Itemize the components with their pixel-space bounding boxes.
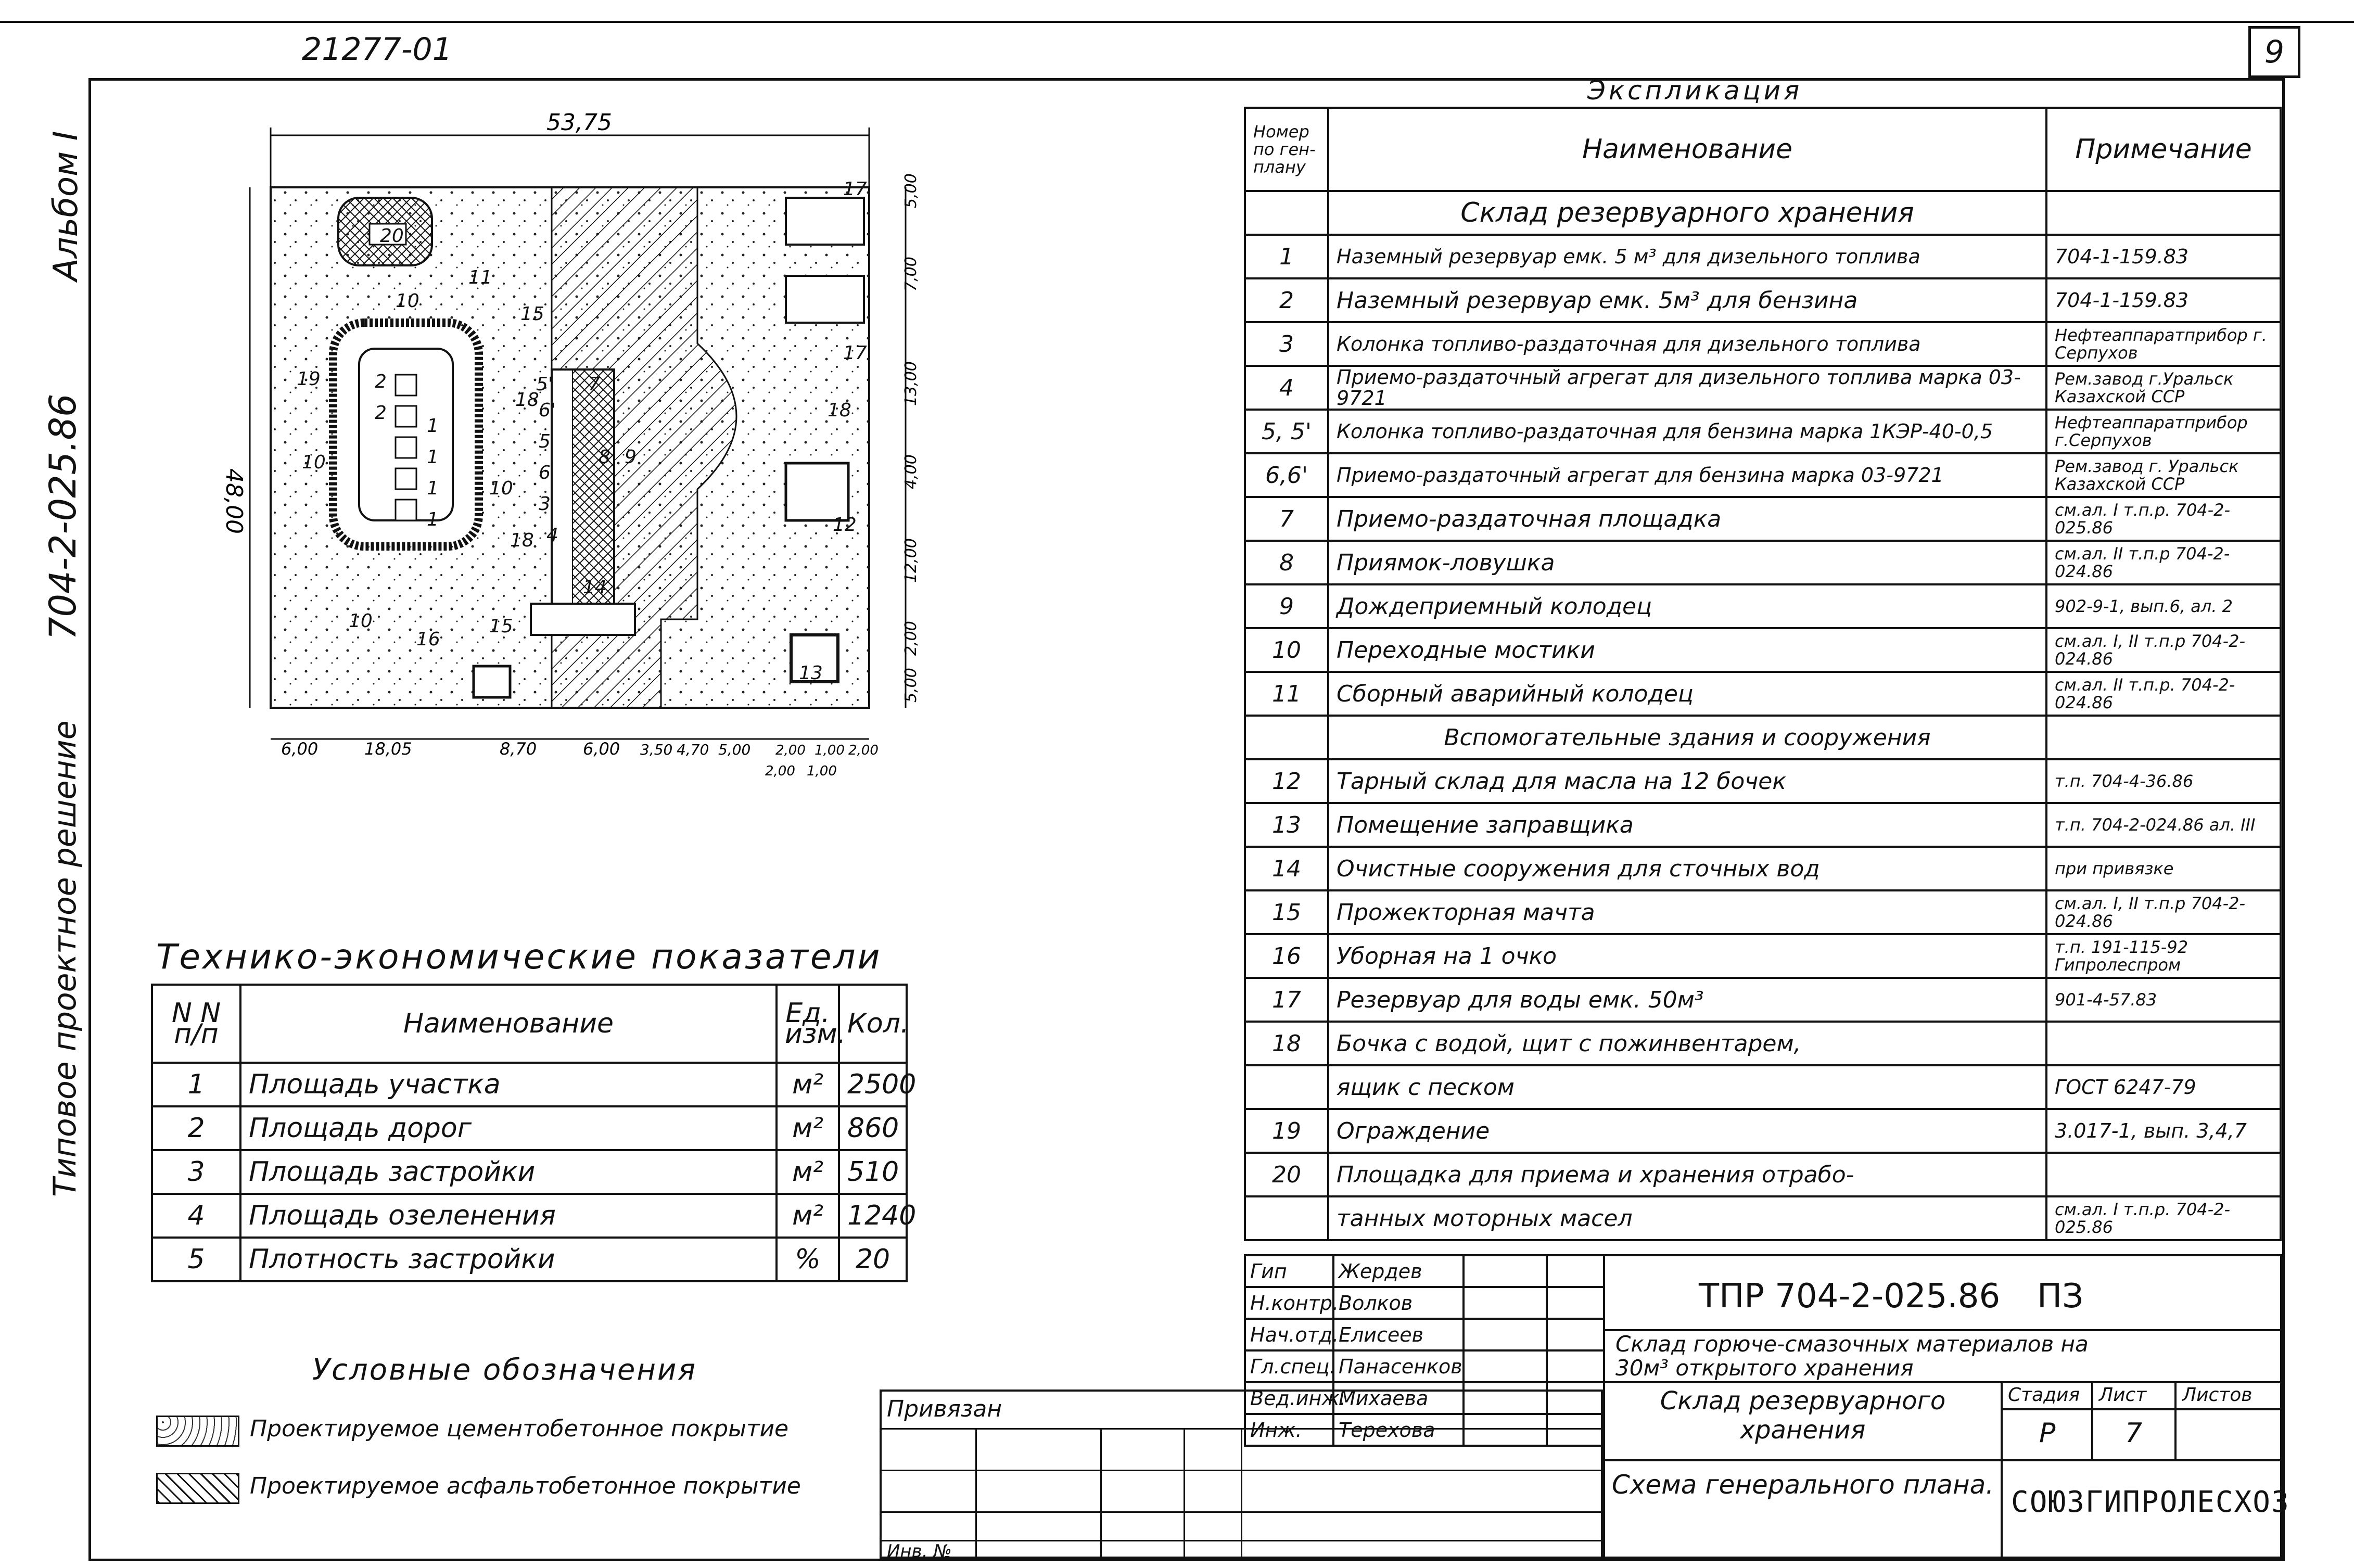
exp-row: 7 Приемо-раздаточная площадка см.ал. I т.п.р. 704-2-025.86 [1245,497,2281,541]
explication-table [1244,107,2282,1241]
label-6: 6 [539,462,551,483]
exp-row: танных моторных масел см.ал. I т.п.р. 704-2-025.86 [1245,1196,2281,1240]
label-18c: 18 [828,400,851,421]
legend-swatch-concrete [156,1416,239,1447]
tech-header-unit: Ед. изм. [777,985,839,1063]
stage-cells [2003,1381,2280,1459]
exp-section-row: Вспомогательные здания и сооружения [1245,716,2281,759]
dim-bottom-3: 8,70 [500,739,537,759]
bound-label: Привязан [887,1396,1002,1422]
exp-row: 20 Площадка для приема и хранения отрабо- [1245,1153,2281,1196]
dim-right-2: 7,00 [902,257,920,291]
stamp-code-row [1605,1256,2280,1331]
signature [1464,1350,1547,1382]
dim-bottom2-2: 1,00 [807,763,837,779]
dim-bottom-9: 1,00 [815,743,845,758]
label-20: 20 [380,225,404,247]
signer-row: Гл.спец. Панасенков [1245,1350,1604,1382]
sheet-number: 9 [2264,34,2285,70]
label-5p: 5' [536,374,553,395]
dim-top: 53,75 [546,109,612,136]
label-16: 16 [416,629,440,650]
tech-title: Технико-экономические показатели [156,937,882,977]
toilet-16 [474,666,510,697]
exp-row: 12 Тарный склад для масла на 12 бочек т.п. 704-4-36.86 [1245,759,2281,803]
label-4: 4 [546,525,558,546]
tech-row: 4 Площадь озеленения м² 1240 [152,1194,907,1238]
label-1d: 1 [427,509,439,530]
album-label: Альбом I [47,131,85,281]
label-10b: 10 [302,452,326,473]
label-1a: 1 [427,415,439,437]
oil-store-12 [786,463,848,520]
signer-row: Н.контр. Волков [1245,1287,1604,1319]
dim-right-3: 13,00 [902,361,920,406]
dim-left: 48,00 [221,468,247,534]
dim-right-7: 5,00 [902,668,920,703]
label-18b: 18 [510,530,534,551]
sheet-value: 7 [2125,1418,2143,1449]
stamp-subtitle: Склад резервуарного хранения [1660,1386,1946,1445]
dim-right-6: 2,00 [902,621,920,656]
legend-swatch-asphalt [156,1473,239,1504]
stamp-code-suffix: ПЗ [2037,1277,2084,1316]
exp-row: 18 Бочка с водой, щит с пожинвентарем, [1245,1022,2281,1065]
exp-row: 17 Резервуар для воды емк. 50м³ 901-4-57.83 [1245,978,2281,1022]
stamp-divider2 [1605,1459,2280,1461]
tech-header-n: N N п/п [152,985,240,1063]
exp-row: 11 Сборный аварийный колодец см.ал. II т.п.р. 704-2-024.86 [1245,672,2281,716]
tech-row: 2 Площадь дорог м² 860 [152,1106,907,1150]
exp-row: 10 Переходные мостики см.ал. I, II т.п.р 704-2-024.86 [1245,628,2281,672]
stamp-code: ТПР 704-2-025.86 [1699,1277,2001,1316]
dim-right-4: 4,00 [902,454,920,489]
signer-row: Нач.отд. Елисеев [1245,1319,1604,1350]
header-line [0,21,2354,23]
water-tank-17a [786,198,864,245]
label-17b: 17 [843,342,867,364]
label-17a: 17 [843,179,867,200]
dim-right-5: 12,00 [902,538,920,583]
legend-item-asphalt: Проектируемое асфальтобетонное покрытие [250,1473,801,1499]
signer-row: Инж. Терехова [1245,1414,1604,1446]
water-tank-17b [786,276,864,323]
sheet-number-box [2248,26,2300,78]
dim-bottom-2: 18,05 [364,739,412,759]
dim-bottom-1: 6,00 [281,739,319,759]
stamp-org: СОЮЗГИПРОЛЕСХОЗ [2011,1485,2290,1519]
label-1c: 1 [427,478,439,499]
legend-item-concrete: Проектируемое цементобетонное покрытие [250,1416,789,1442]
stamp-title: Склад горюче-смазочных материалов на 30м³ открытого хранения [1615,1331,2089,1381]
dim-bottom-4: 6,00 [583,739,620,759]
signature [1464,1319,1547,1350]
exp-row: ящик с песком ГОСТ 6247-79 [1245,1065,2281,1109]
label-15b: 15 [489,616,513,637]
exp-row: 4 Приемо-раздаточный агрегат для дизельного топлива марка 03-9721 Рем.завод г.Уральск Казахской ССР [1245,366,2281,410]
label-14: 14 [583,577,607,598]
exp-row: 13 Помещение заправщика т.п. 704-2-024.86 ал. III [1245,803,2281,847]
stage-label: Стадия [2008,1384,2080,1406]
signature [1464,1255,1547,1287]
tech-header-name: Наименование [240,985,777,1063]
label-11: 11 [468,267,492,288]
inventory-label: Инв. № [887,1541,952,1562]
tech-row: 3 Площадь застройки м² 510 [152,1150,907,1194]
tech-row: 5 Плотность застройки % 20 [152,1238,907,1281]
legend-title: Условные обозначения [312,1353,697,1387]
signer-row: Вед.инж. Михаева [1245,1382,1604,1414]
dim-bottom-8: 2,00 [775,743,806,758]
tech-header-qty: Кол. [839,985,907,1063]
sheets-label: Листов [2182,1384,2253,1406]
exp-row: 15 Прожекторная мачта см.ал. I, II т.п.р 704-2-024.86 [1245,890,2281,934]
dim-bottom-7: 5,00 [718,741,751,758]
sheet-label: Лист [2099,1384,2147,1406]
exp-row: 2 Наземный резервуар емк. 5м³ для бензина 704-1-159.83 [1245,278,2281,322]
site-plan [177,104,958,781]
exp-row: 9 Дождеприемный колодец 902-9-1, вып.6, ал. 2 [1245,584,2281,628]
exp-header-n: Номер по ген-плану [1245,108,1328,191]
stage-value: Р [2039,1418,2056,1449]
exp-row: 19 Ограждение 3.017-1, вып. 3,4,7 [1245,1109,2281,1153]
exp-row: 3 Колонка топливо-раздаточная для дизельного топлива Нефтеаппаратприбор г. Серпухов [1245,322,2281,366]
stamp-drawing: Схема генерального плана. [1611,1470,1994,1500]
project-number: 704-2-025.86 [42,393,84,640]
drawing-code: 21277-01 [302,31,452,68]
exp-section-row: Склад резервуарного хранения [1245,191,2281,235]
bound-block [880,1389,1603,1562]
label-12: 12 [833,514,857,536]
tech-row: 1 Площадь участка м² 2500 [152,1063,907,1106]
exp-row: 6,6' Приемо-раздаточный агрегат для бензина марка 03-9721 Рем.завод г. Уральск Казахской ССР [1245,453,2281,497]
label-1b: 1 [427,447,439,468]
label-13: 13 [799,662,823,684]
dim-bottom2-1: 2,00 [765,763,795,779]
exp-row: 16 Уборная на 1 очко т.п. 191-115-92 Гипролеспром [1245,934,2281,978]
dim-right-1: 5,00 [902,173,920,208]
treatment-14 [531,604,635,635]
exp-row: 8 Приямок-ловушка см.ал. II т.п.р 704-2-024.86 [1245,541,2281,584]
label-10d: 10 [349,610,373,632]
label-2a: 2 [375,371,387,392]
label-15a: 15 [520,303,544,325]
dim-bottom-6: 4,70 [677,741,709,758]
label-5: 5 [539,431,551,452]
label-18a: 18 [515,389,539,411]
exp-row: 5, 5' Колонка топливо-раздаточная для бензина марка 1КЭР-40-0,5 Нефтеаппаратприбор г.Серпухов [1245,410,2281,453]
tech-table [151,984,917,1282]
series-label: Типовое проектное решение [47,720,83,1197]
exp-row: 1 Наземный резервуар емк. 5 м³ для дизельного топлива 704-1-159.83 [1245,235,2281,278]
explication-title: Экспликация [1587,75,1803,106]
exp-header-name: Наименование [1328,108,2046,191]
label-10c: 10 [489,478,513,499]
label-9: 9 [625,447,637,468]
label-8: 8 [599,447,610,468]
label-6p: 6' [539,400,556,421]
dim-bottom-5: 3,50 [640,741,673,758]
label-2b: 2 [375,402,387,424]
exp-header-note: Примечание [2046,108,2281,191]
title-block [1603,1254,2290,1559]
signer-row: Гип Жердев [1245,1255,1604,1287]
label-19: 19 [297,368,321,390]
signature [1464,1287,1547,1319]
label-10a: 10 [396,290,419,312]
label-7: 7 [588,374,600,395]
exp-row: 14 Очистные сооружения для сточных вод при привязке [1245,847,2281,890]
label-3: 3 [539,493,551,515]
dim-bottom-10: 2,00 [848,743,879,758]
